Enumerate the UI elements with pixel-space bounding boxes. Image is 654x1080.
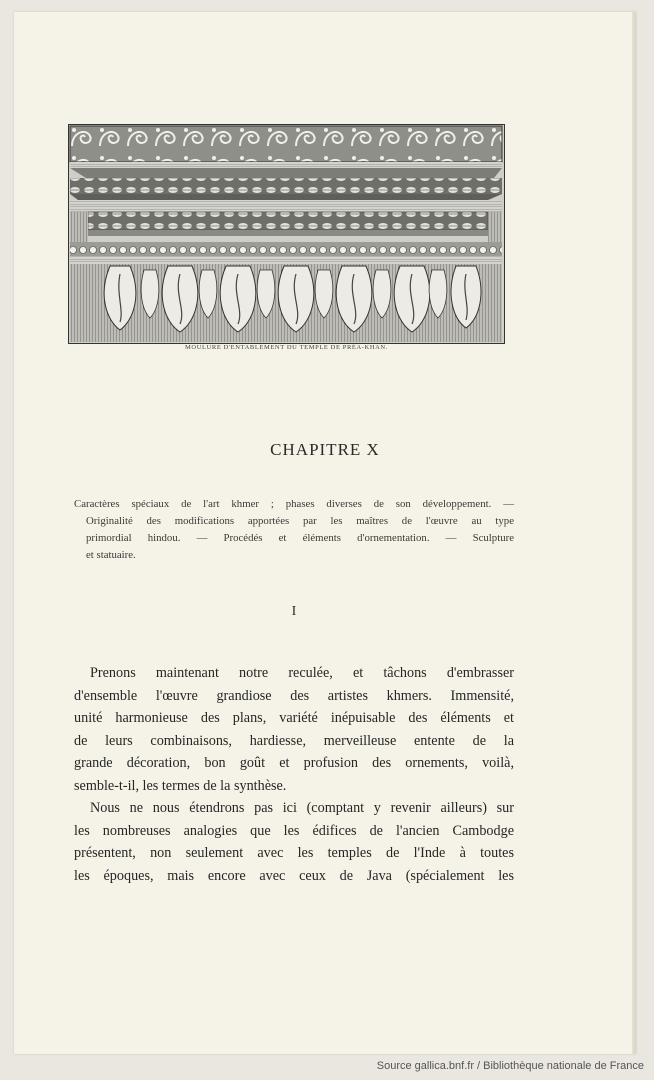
body-line: les nombreuses analogies que les édifices de l'ancien Cambodge	[74, 822, 514, 839]
chapter-title: CHAPITRE X	[270, 440, 380, 459]
entablature-engraving	[68, 124, 505, 344]
illustration-caption: MOULURE D'ENTABLEMENT DU TEMPLE DE PRÉA-KHAN.	[185, 344, 388, 351]
summary-line: et statuaire.	[86, 549, 136, 561]
body-line: de leurs combinaisons, hardiesse, merveilleuse entente de la	[74, 732, 514, 749]
body-line: semble-t-il, les termes de la synthèse.	[74, 777, 287, 794]
chapter-summary	[74, 496, 514, 564]
body-line: les époques, mais encore avec ceux de Java (spécialement les	[74, 867, 514, 884]
body-line: Prenons maintenant notre reculée, et tâchons d'embrasser	[90, 665, 514, 681]
summary-line: primordial hindou. — Procédés et éléments d'ornementation. — Sculpture	[86, 532, 514, 544]
book-page	[14, 12, 636, 1054]
body-line: présentent, non seulement avec les temples de l'Inde à toutes	[74, 845, 514, 861]
body-line: Nous ne nous étendrons pas ici (comptant y revenir ailleurs) sur	[90, 800, 514, 816]
source-attribution: Source gallica.bnf.fr / Bibliothèque nationale de France	[376, 1060, 644, 1072]
body-text	[74, 662, 514, 887]
body-line: unité harmonieuse des plans, variété inépuisable des éléments et	[74, 710, 514, 726]
summary-line: Caractères spéciaux de l'art khmer ; phases diverses de son développement. —	[74, 498, 514, 510]
summary-line: Originalité des modifications apportées par les maîtres de l'œuvre au type	[86, 515, 514, 527]
page-edge	[632, 12, 636, 1054]
body-line: d'ensemble l'œuvre grandiose des artistes khmers. Immensité,	[74, 687, 514, 704]
body-line: grande décoration, bon goût et profusion des ornements, voilà,	[74, 755, 514, 771]
section-number: I	[291, 604, 297, 619]
